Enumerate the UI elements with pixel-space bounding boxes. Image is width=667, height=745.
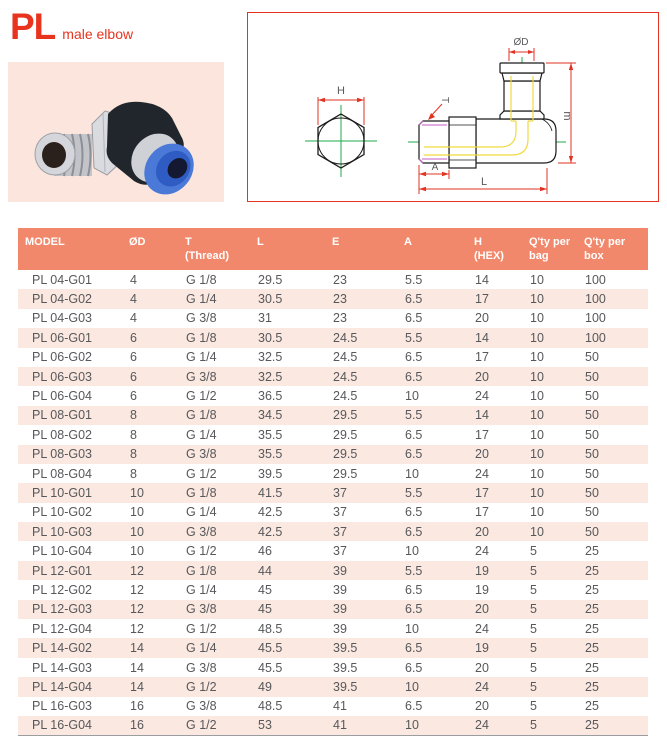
table-row: PL 06-G04 6 G 1/2 36.5 24.5 10 24 10 50 bbox=[32, 389, 599, 404]
column-header: T (Thread) bbox=[178, 228, 250, 270]
table-row: PL 16-G03 16 G 3/8 48.5 41 6.5 20 5 25 bbox=[32, 699, 599, 714]
table-row: PL 10-G03 10 G 3/8 42.5 37 6.5 20 10 50 bbox=[18, 522, 648, 541]
hex-end-view bbox=[305, 85, 377, 177]
table-header-row bbox=[18, 228, 648, 270]
product-photo-illustration bbox=[8, 62, 224, 202]
product-series-name: male elbow bbox=[62, 26, 134, 42]
leader-t bbox=[431, 104, 442, 116]
technical-drawing-panel bbox=[247, 12, 659, 202]
column-header: ØD bbox=[122, 228, 178, 270]
column-header: E bbox=[325, 228, 397, 270]
table-row: PL 06-G03 6 G 3/8 32.5 24.5 6.5 20 10 50 bbox=[18, 367, 648, 386]
table-row: PL 04-G03 4 G 3/8 31 23 6.5 20 10 100 bbox=[32, 311, 606, 326]
table-body bbox=[18, 270, 648, 735]
table-row: PL 12-G03 12 G 3/8 45 39 6.5 20 5 25 bbox=[18, 600, 648, 619]
table-row: PL 06-G02 6 G 1/4 32.5 24.5 6.5 17 10 50 bbox=[32, 350, 599, 365]
dimension-label-h: H bbox=[337, 85, 345, 97]
dimension-label-t: T bbox=[439, 96, 450, 104]
table-row: PL 14-G04 14 G 1/2 49 39.5 10 24 5 25 bbox=[18, 677, 648, 696]
table-row: PL 08-G03 8 G 3/8 35.5 29.5 6.5 20 10 50 bbox=[18, 445, 648, 464]
column-header: A bbox=[397, 228, 467, 270]
dimension-label-l: L bbox=[480, 176, 488, 188]
table-row: PL 08-G02 8 G 1/4 35.5 29.5 6.5 17 10 50 bbox=[32, 427, 599, 442]
photo-bore bbox=[42, 142, 66, 168]
column-header: Q'ty per box bbox=[577, 228, 648, 270]
table-row: PL 16-G04 16 G 1/2 53 41 10 24 5 25 bbox=[18, 716, 648, 735]
table-row: PL 10-G02 10 G 1/4 42.5 37 6.5 17 10 50 bbox=[32, 505, 599, 520]
page-header bbox=[10, 8, 133, 45]
technical-drawing bbox=[248, 13, 658, 201]
column-header: L bbox=[250, 228, 325, 270]
dimension-label-a: A bbox=[431, 162, 439, 173]
table-row: PL 12-G01 12 G 1/8 44 39 5.5 19 5 25 bbox=[18, 561, 648, 580]
column-header: MODEL bbox=[18, 228, 122, 270]
spec-table bbox=[18, 228, 648, 736]
product-series-code: PL bbox=[10, 6, 56, 47]
column-header: H (HEX) bbox=[467, 228, 522, 270]
elbow-side-view bbox=[408, 37, 576, 194]
dimension-label-m: m bbox=[561, 111, 573, 121]
column-header: Q'ty per bag bbox=[522, 228, 577, 270]
table-row: PL 08-G01 8 G 1/8 34.5 29.5 5.5 14 10 50 bbox=[18, 406, 648, 425]
product-photo bbox=[8, 62, 224, 202]
table-row: PL 10-G01 10 G 1/8 41.5 37 5.5 17 10 50 bbox=[18, 483, 648, 502]
table-row: PL 08-G04 8 G 1/2 39.5 29.5 10 24 10 50 bbox=[32, 466, 599, 481]
table-row: PL 14-G03 14 G 3/8 45.5 39.5 6.5 20 5 25 bbox=[32, 660, 599, 675]
table-row: PL 10-G04 10 G 1/2 46 37 10 24 5 25 bbox=[32, 544, 599, 559]
table-row: PL 04-G01 4 G 1/8 29.5 23 5.5 14 10 100 bbox=[32, 272, 606, 287]
dimension-label-od: ØD bbox=[513, 37, 529, 48]
table-row: PL 14-G02 14 G 1/4 45.5 39.5 6.5 19 5 25 bbox=[18, 638, 648, 657]
table-row: PL 04-G02 4 G 1/4 30.5 23 6.5 17 10 100 bbox=[18, 289, 648, 308]
table-row: PL 12-G02 12 G 1/4 45 39 6.5 19 5 25 bbox=[32, 582, 599, 597]
table-row: PL 06-G01 6 G 1/8 30.5 24.5 5.5 14 10 100 bbox=[18, 328, 648, 347]
table-row: PL 12-G04 12 G 1/2 48.5 39 10 24 5 25 bbox=[32, 621, 599, 636]
